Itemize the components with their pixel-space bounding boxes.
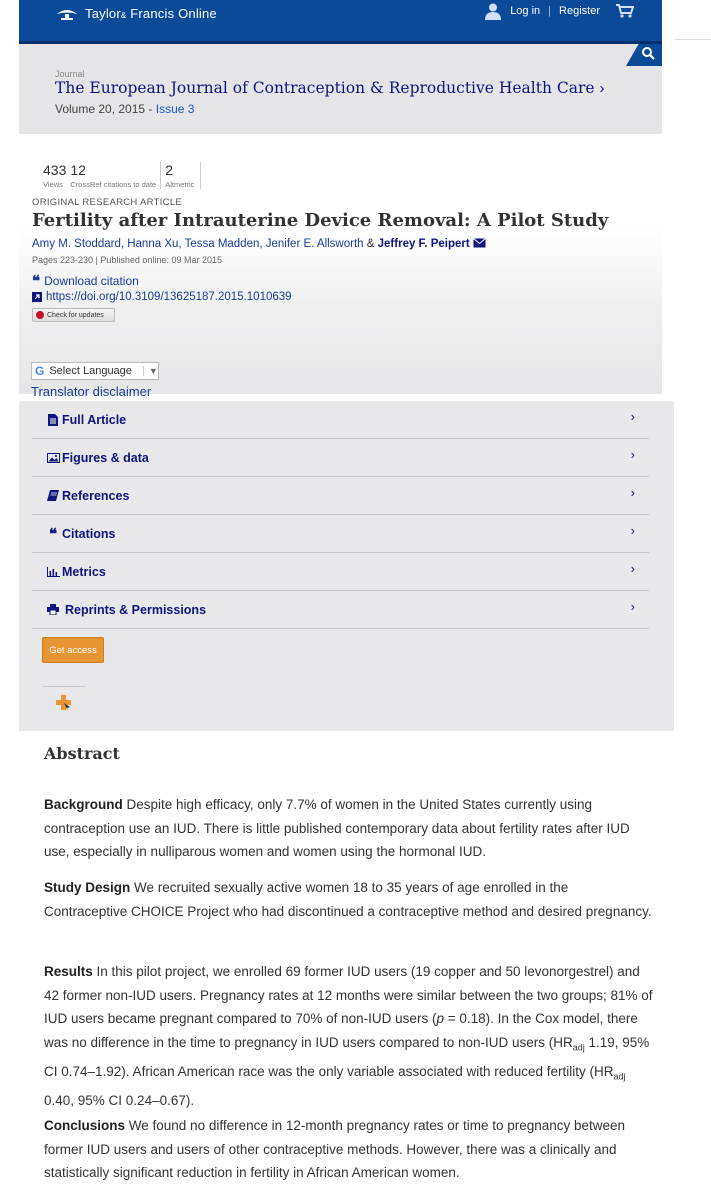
login-link[interactable]: Log in xyxy=(510,5,541,17)
crossmark-icon xyxy=(36,311,44,319)
journal-header xyxy=(19,44,662,134)
chevron-right-icon: › xyxy=(630,485,635,500)
tab-full-article[interactable]: Full Article › xyxy=(32,401,649,439)
author-link[interactable]: Hanna Xu xyxy=(127,238,179,250)
cart-icon[interactable] xyxy=(616,4,634,18)
image-icon xyxy=(47,453,60,463)
tab-metrics[interactable]: Metrics › xyxy=(32,553,649,591)
metric-altmetric: 2 Altmetric xyxy=(165,162,201,189)
share-plus-button[interactable] xyxy=(42,686,86,716)
section-label: Results xyxy=(44,964,93,979)
brand-name: Taylor& Francis Online xyxy=(85,6,217,21)
section-label: Background xyxy=(44,797,123,812)
book-icon xyxy=(47,490,59,501)
chevron-right-icon: › xyxy=(630,409,635,424)
section-label: Conclusions xyxy=(44,1118,126,1133)
google-icon: G xyxy=(35,364,45,378)
link-separator: | xyxy=(548,5,552,17)
issue-link[interactable]: Issue 3 xyxy=(155,102,195,116)
chevron-right-icon: › xyxy=(630,523,635,538)
plus-icon xyxy=(55,695,73,711)
external-link-icon xyxy=(32,292,42,302)
author-list: Amy M. Stoddard, Hanna Xu, Tessa Madden, Jenifer E. Allsworth & Jeffrey F. Peipert xyxy=(32,238,486,250)
journal-title[interactable]: The European Journal of Contraception & Reproductive Health Care › xyxy=(55,79,605,97)
section-label: Study Design xyxy=(44,880,131,895)
abstract-study-design: Study Design We recruited sexually active women 18 to 35 years of age enrolled in the Contraceptive CHOICE Project who had discontinued a contraceptive method and desired pregnancy. xyxy=(44,880,652,919)
tab-references[interactable]: References › xyxy=(32,477,649,515)
metric-views: 433 Views xyxy=(43,162,67,189)
download-citation-link[interactable]: ❝ Download citation xyxy=(32,272,139,290)
site-logo[interactable] xyxy=(55,6,217,21)
doi-link[interactable]: https://doi.org/10.3109/13625187.2015.1010639 xyxy=(32,291,292,303)
article-title: Fertility after Intrauterine Device Removal: A Pilot Study xyxy=(32,210,609,231)
abstract-conclusions: Conclusions We found no difference in 12-month pregnancy rates or time to pregnancy between former IUD users and users of other contraceptive methods. However, there was a clinically and statistically significant reduction in fertility in African American women. xyxy=(44,1118,626,1180)
search-button[interactable] xyxy=(626,44,662,66)
article-tabs-panel xyxy=(19,401,674,731)
translator-disclaimer-link[interactable]: Translator disclaimer xyxy=(31,384,152,399)
quote-icon: ❝ xyxy=(32,272,41,290)
document-icon xyxy=(48,414,58,426)
register-link[interactable]: Register xyxy=(559,5,600,17)
get-access-button[interactable]: Get access xyxy=(42,637,104,663)
search-icon xyxy=(641,46,655,60)
abstract-results: Results In this pilot project, we enrolled 69 former IUD users (19 copper and 50 levonorgestrel) and 42 former non-IUD users. Pregnancy rates at 12 months were similar between the two groups; 81% of IUD users became pregnant compared to 70% of non-IUD users (p = 0.18). In the Cox model, there was no difference in the time to pregnancy in IUD users compared to non-IUD users ($HR_{adj}$ 1.19, 95% CI 0.74–1.92). African American race was the only variable associated with reduced fertility ($HR_{adj}$ 0.40, 95% CI 0.24–0.67). xyxy=(44,964,653,1108)
article-metrics[interactable] xyxy=(43,162,201,189)
language-select[interactable]: G Select Language ▼ xyxy=(31,362,159,380)
abstract-background: Background Despite high efficacy, only 7.7% of women in the United States currently using contraception use an IUD. There is little published contemporary data about fertility rates after IUD use, especially in nulliparous women and women using the hormonal IUD. xyxy=(44,797,630,859)
tf-logo-icon xyxy=(55,7,79,21)
dropdown-arrow-icon: ▼ xyxy=(143,366,158,376)
journal-volume: Volume 20, 2015 - Issue 3 xyxy=(55,102,195,116)
user-icon[interactable] xyxy=(484,2,502,20)
site-header xyxy=(19,0,662,44)
tab-citations[interactable]: ❝ Citations › xyxy=(32,515,649,553)
author-ampersand: & xyxy=(366,238,375,250)
pages-published: Pages 223-230 | Published online: 09 Mar 2015 xyxy=(32,255,222,265)
article-type: ORIGINAL RESEARCH ARTICLE xyxy=(32,197,183,208)
page-edge xyxy=(675,0,711,40)
article-header xyxy=(19,134,662,394)
author-link[interactable]: Tessa Madden xyxy=(184,238,260,250)
corresponding-author-link[interactable]: Jeffrey F. Peipert xyxy=(377,238,470,250)
envelope-icon[interactable] xyxy=(473,238,486,248)
abstract-heading: Abstract xyxy=(44,744,120,763)
print-icon xyxy=(47,604,59,615)
chevron-right-icon: › xyxy=(630,561,635,576)
author-link[interactable]: Amy M. Stoddard xyxy=(32,238,121,250)
check-updates-button[interactable]: Check for updates xyxy=(32,308,115,322)
metric-crossref: 12 CrossRef citations to date xyxy=(70,162,161,189)
tab-figures-data[interactable]: Figures & data › xyxy=(32,439,649,477)
author-link[interactable]: Jenifer E. Allsworth xyxy=(265,238,364,250)
chevron-right-icon: › xyxy=(599,80,605,97)
tab-reprints-permissions[interactable]: Reprints & Permissions › xyxy=(32,591,649,629)
chevron-right-icon: › xyxy=(630,447,635,462)
quote-icon: ❝ xyxy=(48,524,58,543)
bar-chart-icon xyxy=(47,567,60,577)
chevron-right-icon: › xyxy=(630,599,635,614)
journal-label: Journal xyxy=(55,69,85,79)
